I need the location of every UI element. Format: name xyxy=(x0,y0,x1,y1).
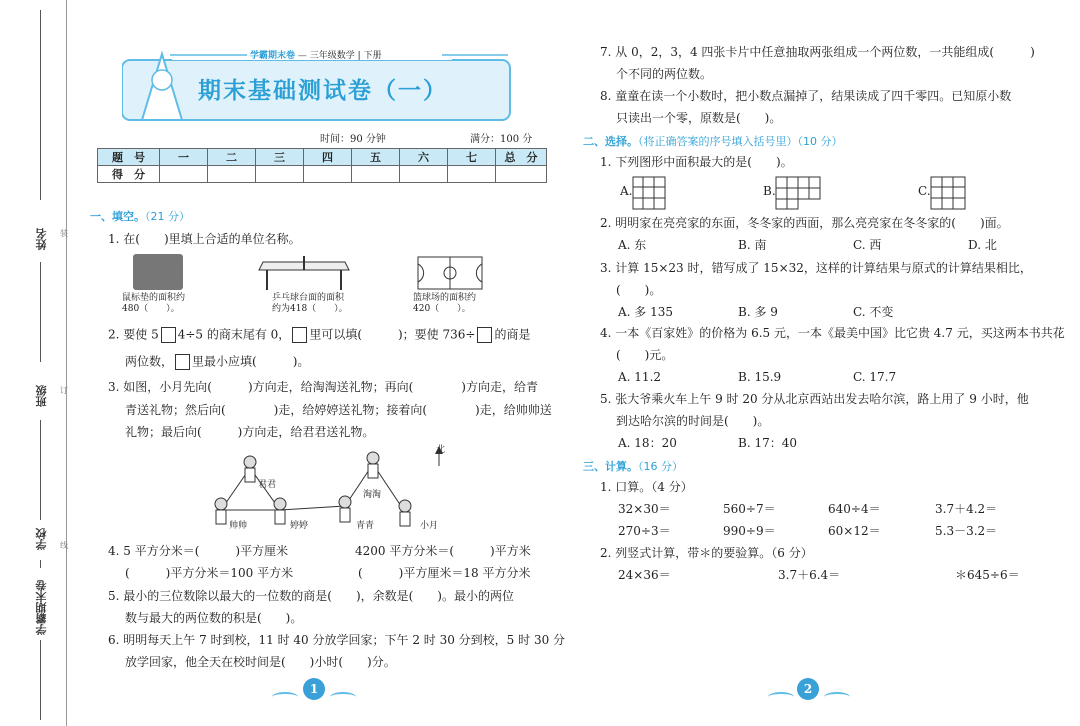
binding-line xyxy=(40,420,41,520)
class-label: 班级 xyxy=(35,385,48,407)
question-6-line: 6. 明明每天上午 7 时到校，11 时 40 分放学回家；下午 2 时 30 分到校，5 时 30 分 xyxy=(108,633,566,647)
grid-figure-c xyxy=(930,176,966,210)
option: B. 南 xyxy=(738,238,767,252)
north-label: 北 xyxy=(436,445,446,455)
question-5-line: 数与最大的两位数的积是( )。 xyxy=(125,611,303,625)
full-score: 满分：100 分 xyxy=(470,134,533,145)
choice-2: 2. 明明家在亮亮家的东面，冬冬家的西面，那么亮亮家在冬冬家的( )面。 xyxy=(600,216,1009,230)
page-number: 1 xyxy=(303,678,325,700)
series-line: 学霸期末卷 — 三年级数学 | 下册 xyxy=(250,51,382,61)
person-label: 帅帅 xyxy=(229,521,248,531)
option-label: B. xyxy=(763,184,776,198)
calc-item: 3.7＋4.2＝ xyxy=(935,502,998,516)
person-icon xyxy=(274,498,286,524)
caption-line: 约为418（ ）。 xyxy=(272,304,348,314)
grade-label: 三年级数学 xyxy=(309,51,355,61)
section-title-text: 二、选择。 xyxy=(583,135,638,148)
calc-item: ＊645÷6＝ xyxy=(955,568,1020,582)
table-header-cell: 一 xyxy=(160,149,208,166)
option: C. 西 xyxy=(853,238,882,252)
section-title xyxy=(583,458,683,474)
q2-text: 里最小应填( )。 xyxy=(192,354,310,369)
binding-tick: 订 xyxy=(60,386,68,395)
blank-box[interactable] xyxy=(161,327,176,343)
binding-line xyxy=(40,560,41,568)
section-title-text: 一、填空。 xyxy=(90,210,145,223)
person-label: 青青 xyxy=(356,521,375,531)
section-score: （21 分） xyxy=(145,210,190,223)
blank-box[interactable] xyxy=(175,354,190,370)
question-1: 1. 在( )里填上合适的单位名称。 xyxy=(108,232,301,246)
choice-4-line: ( )元。 xyxy=(616,348,674,362)
name-label: 姓名 xyxy=(35,228,48,250)
score-cell[interactable] xyxy=(352,166,400,183)
question-8-line: 8. 童童在读一个小数时，把小数点漏掉了，结果读成了四千零四。已知原小数 xyxy=(600,89,1012,103)
question-4: ( )平方厘米＝18 平方分米 xyxy=(358,566,531,580)
calc-1: 1. 口算。（4 分） xyxy=(600,480,693,494)
calc-2: 2. 列竖式计算，带＊的要验算。（6 分） xyxy=(600,546,813,560)
table-header-cell: 总 分 xyxy=(496,149,547,166)
image-caption xyxy=(122,293,185,315)
question-2 xyxy=(108,327,530,343)
question-3-line: 青送礼物；然后向( )走，给婷婷送礼物；接着向( )走，给帅帅送 xyxy=(125,403,552,417)
option-label: C. xyxy=(918,184,931,198)
page-ornament xyxy=(330,692,356,702)
caption-line: 480（ ）。 xyxy=(122,304,180,314)
q2-text: 两位数， xyxy=(125,354,174,369)
table-row-label: 得 分 xyxy=(98,166,160,183)
caption-line: 乒乓球台面的面积 xyxy=(272,293,345,303)
q2-text: 里可以填( )；要使 736÷ xyxy=(309,327,476,342)
section-score: （将正确答案的序号填入括号里）（10 分） xyxy=(638,135,843,148)
score-cell[interactable] xyxy=(208,166,256,183)
option-label: A. xyxy=(620,184,633,198)
table-header-cell: 六 xyxy=(400,149,448,166)
option: A. 18：20 xyxy=(618,436,677,450)
section-title-text: 三、计算。 xyxy=(583,460,638,473)
brand-label: 学霸期末卷 xyxy=(35,580,48,635)
person-icon xyxy=(367,452,379,478)
score-cell[interactable] xyxy=(496,166,547,183)
option: A. 11.2 xyxy=(618,370,662,384)
score-cell[interactable] xyxy=(304,166,352,183)
blank-box[interactable] xyxy=(477,327,492,343)
question-4: 4200 平方分米＝( )平方米 xyxy=(355,544,531,558)
image-caption xyxy=(272,293,348,315)
option: B. 15.9 xyxy=(738,370,782,384)
table-header-cell: 二 xyxy=(208,149,256,166)
choice-3-line: ( )。 xyxy=(616,283,662,297)
table-header-cell: 四 xyxy=(304,149,352,166)
question-7-line: 个不同的两位数。 xyxy=(616,67,713,81)
person-label: 淘淘 xyxy=(363,490,382,500)
option: B. 多 9 xyxy=(738,305,778,319)
table-header-cell: 七 xyxy=(448,149,496,166)
option: B. 17：40 xyxy=(738,436,797,450)
calc-item: 60×12＝ xyxy=(828,524,881,538)
question-7-line: 7. 从 0，2，3，4 四张卡片中任意抽取两张组成一个两位数，一共能组成( ) xyxy=(600,45,1035,59)
binding-tick: 线 xyxy=(60,541,68,550)
question-6-line: 放学回家，他全天在校时间是( )小时( )分。 xyxy=(125,655,396,669)
caption-line: 420（ ）。 xyxy=(413,304,471,314)
caption-line: 鼠标垫的面积约 xyxy=(122,293,186,303)
score-table xyxy=(97,148,547,183)
calc-item: 5.3－3.2＝ xyxy=(935,524,998,538)
question-5-line: 5. 最小的三位数除以最大的一位数的商是( )，余数是( )。最小的两位 xyxy=(108,589,514,603)
score-cell[interactable] xyxy=(400,166,448,183)
basketball-court-image xyxy=(417,256,483,290)
grid-figure-b xyxy=(775,176,821,210)
choice-5-line: 到达哈尔滨的时间是( )。 xyxy=(616,414,770,428)
question-3-line: 3. 如图，小月先向( )方向走，给淘淘送礼物；再向( )方向走，给青 xyxy=(108,380,538,394)
question-3-line: 礼物；最后向( )方向走，给君君送礼物。 xyxy=(125,425,375,439)
table-header-cell: 三 xyxy=(256,149,304,166)
mouse-pad-image xyxy=(133,254,183,290)
score-cell[interactable] xyxy=(256,166,304,183)
blank-box[interactable] xyxy=(292,327,307,343)
person-label: 婷婷 xyxy=(290,521,309,531)
option: A. 多 135 xyxy=(618,305,674,319)
question-4: 4. 5 平方分米＝( )平方厘米 xyxy=(108,544,289,558)
calc-item: 560÷7＝ xyxy=(723,502,776,516)
series-name: 学霸期末卷 xyxy=(250,51,296,61)
section-score: （16 分） xyxy=(638,460,683,473)
option: D. 北 xyxy=(968,238,997,252)
calc-item: 270÷3＝ xyxy=(618,524,671,538)
image-caption xyxy=(413,293,476,315)
question-2-cont xyxy=(125,354,309,370)
school-label: 学校 xyxy=(35,528,48,550)
option: C. 17.7 xyxy=(853,370,897,384)
person-label: 君君 xyxy=(258,480,277,490)
score-cell[interactable] xyxy=(448,166,496,183)
table-header-cell: 题 号 xyxy=(98,149,160,166)
choice-3-line: 3. 计算 15×23 时，错写成了 15×32，这样的计算结果与原式的计算结果相比， xyxy=(600,261,1032,275)
page-ornament xyxy=(272,692,298,702)
page-number: 2 xyxy=(797,678,819,700)
person-label: 小月 xyxy=(420,521,439,531)
binding-margin xyxy=(0,0,67,726)
q2-text: 的商是 xyxy=(494,327,531,342)
table-header-cell: 五 xyxy=(352,149,400,166)
volume-label: 下册 xyxy=(363,51,382,61)
binding-line xyxy=(40,640,41,720)
choice-4-line: 4. 一本《百家姓》的价格为 6.5 元，一本《最美中国》比它贵 4.7 元，买这两本书共花 xyxy=(600,326,1065,340)
caption-line: 篮球场的面积约 xyxy=(413,293,477,303)
ping-pong-table-image xyxy=(255,256,351,292)
calc-item: 640÷4＝ xyxy=(828,502,881,516)
question-8-line: 只读出一个零，原数是( )。 xyxy=(616,111,782,125)
option: C. 不变 xyxy=(853,305,894,319)
person-icon xyxy=(339,496,351,522)
page-ornament xyxy=(824,692,850,702)
calc-item: 24×36＝ xyxy=(618,568,671,582)
score-cell[interactable] xyxy=(160,166,208,183)
q2-text: 2. 要使 5 xyxy=(108,327,159,342)
person-icon xyxy=(244,456,256,482)
exam-time: 时间：90 分钟 xyxy=(320,134,386,145)
page-ornament xyxy=(768,692,794,702)
choice-1: 1. 下列图形中面积最大的是( )。 xyxy=(600,155,793,169)
option: A. 东 xyxy=(618,238,647,252)
binding-line xyxy=(40,262,41,362)
calc-item: 3.7＋6.4＝ xyxy=(778,568,841,582)
calc-item: 990÷9＝ xyxy=(723,524,776,538)
calc-item: 32×30＝ xyxy=(618,502,671,516)
section-title xyxy=(583,133,843,149)
q2-text: 4÷5 的商末尾有 0， xyxy=(177,327,291,342)
binding-tick: 装 xyxy=(60,229,68,238)
page-title: 期末基础测试卷（一） xyxy=(198,78,448,104)
person-icon xyxy=(399,500,411,526)
grid-figure-a xyxy=(632,176,666,210)
section-title xyxy=(90,208,190,224)
question-4: ( )平方分米＝100 平方米 xyxy=(125,566,294,580)
person-icon xyxy=(215,498,227,524)
binding-line xyxy=(40,10,41,200)
choice-5-line: 5. 张大爷乘火车上午 9 时 20 分从北京西站出发去哈尔滨，路上用了 9 小时，他 xyxy=(600,392,1029,406)
